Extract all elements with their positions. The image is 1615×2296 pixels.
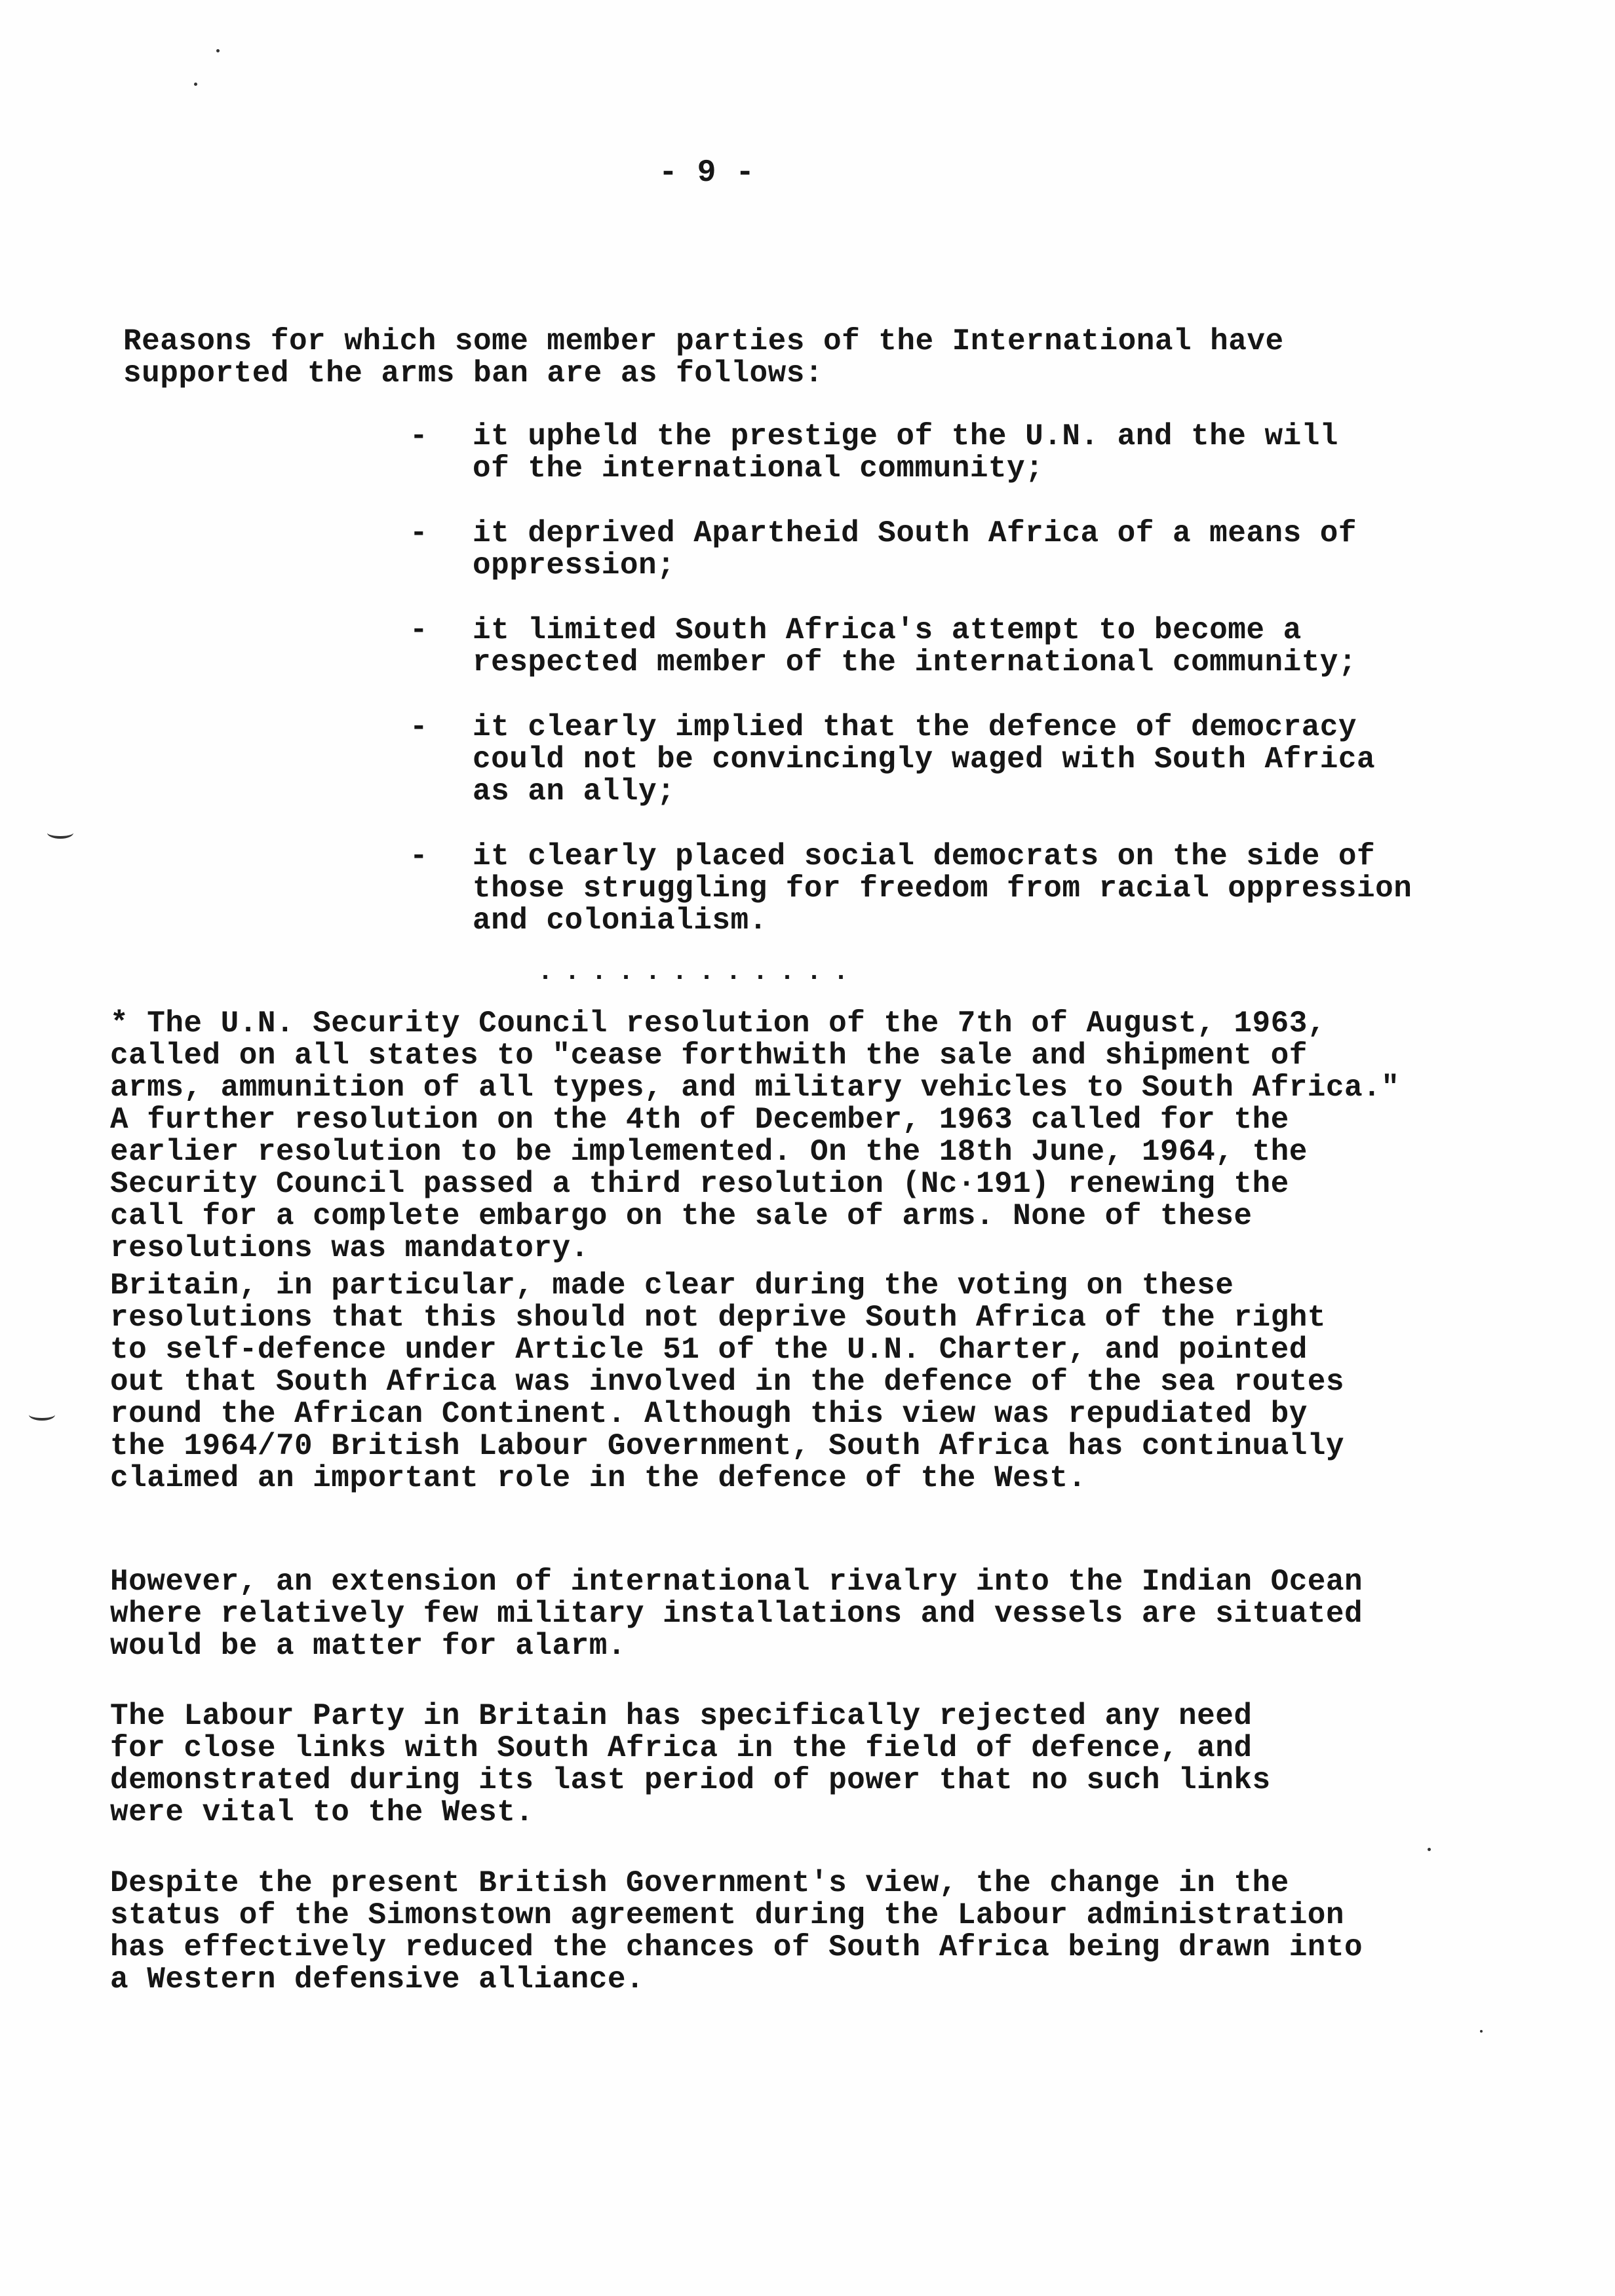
text-line: called on all states to "cease forthwith the sale and shipment of — [110, 1039, 1308, 1073]
list-item — [410, 421, 1524, 485]
text-line: were vital to the West. — [110, 1795, 534, 1829]
scan-speck — [194, 83, 197, 86]
text-line: oppression; — [473, 548, 676, 583]
text-line: of the international community; — [473, 451, 1044, 486]
text-line: arms, ammunition of all types, and military vehicles to South Africa." — [110, 1071, 1400, 1105]
britain-paragraph — [110, 1270, 1344, 1495]
separator-dots: ............ — [537, 958, 861, 987]
text-line: Reasons for which some member parties of the International have — [123, 324, 1284, 358]
text-line: it clearly implied that the defence of democracy — [473, 710, 1357, 744]
list-item — [410, 615, 1524, 679]
text-line: would be a matter for alarm. — [110, 1629, 626, 1663]
text-line: it clearly placed social democrats on the side of — [473, 839, 1376, 873]
scan-speck — [216, 49, 220, 52]
text-line: for close links with South Africa in the field of defence, and — [110, 1731, 1253, 1765]
text-line: could not be convincingly waged with South Africa — [473, 742, 1376, 776]
text-line: the 1964/70 British Labour Government, South Africa has continually — [110, 1429, 1345, 1463]
text-line: status of the Simonstown agreement during the Labour administration — [110, 1898, 1345, 1932]
text-line: demonstrated during its last period of power that no such links — [110, 1763, 1271, 1797]
text-line: Britain, in particular, made clear during the voting on these — [110, 1269, 1234, 1303]
text-line: it deprived Apartheid South Africa of a means of — [473, 516, 1357, 550]
scan-mark — [29, 1409, 55, 1421]
reasons-list — [410, 421, 1524, 970]
bullet-dash: - — [410, 516, 429, 550]
page-number: - 9 - — [659, 155, 755, 191]
text-line: Security Council passed a third resolution (Nc·191) renewing the — [110, 1167, 1289, 1201]
text-line: a Western defensive alliance. — [110, 1962, 645, 1997]
text-line: where relatively few military installations and vessels are situated — [110, 1597, 1363, 1631]
list-item — [410, 841, 1524, 937]
text-line: those struggling for freedom from racial oppression — [473, 871, 1412, 906]
labour-party-paragraph — [110, 1700, 1271, 1829]
scan-speck — [1428, 1848, 1431, 1851]
bullet-dash: - — [410, 419, 429, 453]
text-line: call for a complete embargo on the sale of arms. None of these — [110, 1199, 1253, 1233]
text-line: A further resolution on the 4th of December, 1963 called for the — [110, 1103, 1289, 1137]
text-line: round the African Continent. Although this view was repudiated by — [110, 1397, 1308, 1431]
intro-paragraph — [123, 326, 1284, 390]
scan-speck — [1480, 2030, 1483, 2033]
bullet-dash: - — [410, 710, 429, 744]
text-line: supported the arms ban are as follows: — [123, 356, 823, 391]
bullet-dash: - — [410, 839, 429, 873]
list-item — [410, 518, 1524, 582]
text-line: * The U.N. Security Council resolution of the 7th of August, 1963, — [110, 1006, 1326, 1041]
text-line: respected member of the international community; — [473, 645, 1357, 679]
text-line: as an ally; — [473, 775, 676, 809]
simonstown-paragraph — [110, 1867, 1363, 1996]
bullet-dash: - — [410, 613, 429, 647]
text-line: resolutions that this should not deprive South Africa of the right — [110, 1301, 1326, 1335]
text-line: it upheld the prestige of the U.N. and the will — [473, 419, 1338, 453]
text-line: However, an extension of international rivalry into the Indian Ocean — [110, 1565, 1363, 1599]
text-line: The Labour Party in Britain has specifically rejected any need — [110, 1699, 1253, 1733]
text-line: has effectively reduced the chances of South Africa being drawn into — [110, 1930, 1363, 1964]
text-line: and colonialism. — [473, 904, 768, 938]
text-line: resolutions was mandatory. — [110, 1231, 589, 1265]
text-line: out that South Africa was involved in the defence of the sea routes — [110, 1365, 1345, 1399]
text-line: it limited South Africa's attempt to become a — [473, 613, 1302, 647]
text-line: to self-defence under Article 51 of the U.N. Charter, and pointed — [110, 1333, 1308, 1367]
scan-mark — [47, 827, 73, 839]
list-item — [410, 712, 1524, 808]
footnote-paragraph — [110, 1008, 1399, 1265]
text-line: earlier resolution to be implemented. On the 18th June, 1964, the — [110, 1135, 1308, 1169]
text-line: Despite the present British Government's view, the change in the — [110, 1866, 1289, 1900]
text-line: claimed an important role in the defence of the West. — [110, 1461, 1087, 1495]
indian-ocean-paragraph — [110, 1566, 1363, 1662]
